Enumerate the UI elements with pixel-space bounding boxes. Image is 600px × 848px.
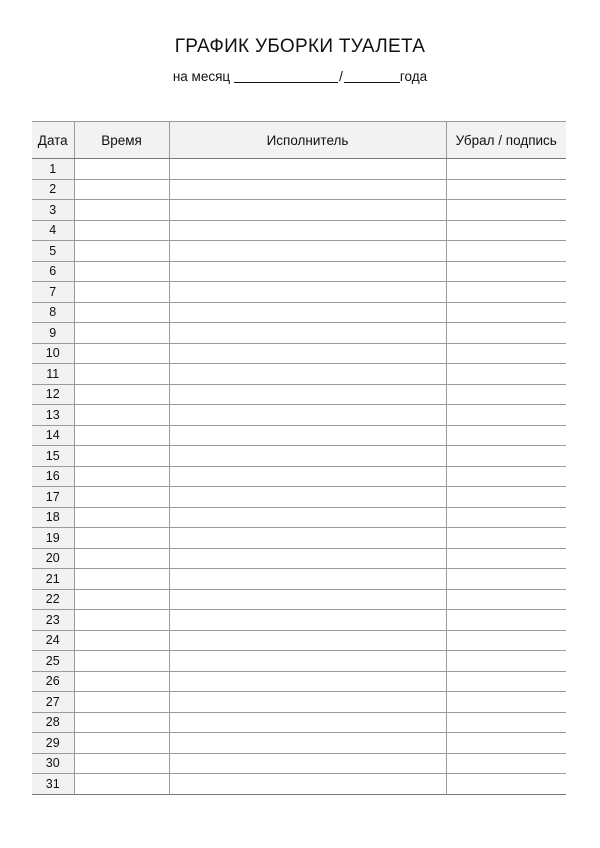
time-cell[interactable]: [74, 569, 169, 590]
signature-cell[interactable]: [446, 774, 566, 795]
month-blank-line: [234, 70, 338, 83]
month-year-line: [0, 69, 600, 84]
day-number-cell: 19: [32, 528, 74, 549]
time-cell[interactable]: [74, 302, 169, 323]
day-number-cell: 16: [32, 466, 74, 487]
time-cell[interactable]: [74, 364, 169, 385]
performer-cell[interactable]: [169, 282, 446, 303]
signature-cell[interactable]: [446, 651, 566, 672]
time-cell[interactable]: [74, 712, 169, 733]
performer-cell[interactable]: [169, 712, 446, 733]
time-cell[interactable]: [74, 630, 169, 651]
signature-cell[interactable]: [446, 692, 566, 713]
time-cell[interactable]: [74, 425, 169, 446]
performer-cell[interactable]: [169, 733, 446, 754]
signature-cell[interactable]: [446, 282, 566, 303]
performer-cell[interactable]: [169, 651, 446, 672]
day-number-cell: 9: [32, 323, 74, 344]
table-row: [32, 179, 566, 200]
year-blank-line: [344, 70, 400, 83]
time-cell[interactable]: [74, 589, 169, 610]
table-row: [32, 712, 566, 733]
time-cell[interactable]: [74, 610, 169, 631]
table-row: [32, 323, 566, 344]
time-cell[interactable]: [74, 200, 169, 221]
day-number-cell: 27: [32, 692, 74, 713]
table-row: [32, 261, 566, 282]
signature-cell[interactable]: [446, 589, 566, 610]
signature-cell[interactable]: [446, 569, 566, 590]
signature-cell[interactable]: [446, 446, 566, 467]
performer-cell[interactable]: [169, 343, 446, 364]
day-number-cell: 12: [32, 384, 74, 405]
time-cell[interactable]: [74, 261, 169, 282]
time-cell[interactable]: [74, 774, 169, 795]
time-cell[interactable]: [74, 753, 169, 774]
year-suffix: года: [399, 69, 428, 84]
performer-cell[interactable]: [169, 405, 446, 426]
table-row: [32, 302, 566, 323]
time-cell[interactable]: [74, 282, 169, 303]
signature-cell[interactable]: [446, 466, 566, 487]
table-row: [32, 405, 566, 426]
table-row: [32, 692, 566, 713]
table-row: [32, 733, 566, 754]
signature-cell[interactable]: [446, 630, 566, 651]
signature-cell[interactable]: [446, 179, 566, 200]
performer-cell[interactable]: [169, 671, 446, 692]
table-row: [32, 671, 566, 692]
table-row: [32, 630, 566, 651]
performer-cell[interactable]: [169, 425, 446, 446]
day-number-cell: 20: [32, 548, 74, 569]
day-number-cell: 10: [32, 343, 74, 364]
header-date: Дата: [32, 122, 74, 159]
time-cell[interactable]: [74, 323, 169, 344]
time-cell[interactable]: [74, 651, 169, 672]
performer-cell[interactable]: [169, 446, 446, 467]
signature-cell[interactable]: [446, 671, 566, 692]
table-row: [32, 241, 566, 262]
table-row: [32, 159, 566, 180]
table-row: [32, 425, 566, 446]
signature-cell[interactable]: [446, 405, 566, 426]
day-number-cell: 15: [32, 446, 74, 467]
table-row: [32, 487, 566, 508]
performer-cell[interactable]: [169, 200, 446, 221]
day-number-cell: 28: [32, 712, 74, 733]
cleaning-schedule-table: [32, 121, 566, 795]
signature-cell[interactable]: [446, 364, 566, 385]
performer-cell[interactable]: [169, 302, 446, 323]
day-number-cell: 7: [32, 282, 74, 303]
time-cell[interactable]: [74, 487, 169, 508]
signature-cell[interactable]: [446, 610, 566, 631]
performer-cell[interactable]: [169, 487, 446, 508]
time-cell[interactable]: [74, 671, 169, 692]
header-performer: Исполнитель: [169, 122, 446, 159]
day-number-cell: 26: [32, 671, 74, 692]
table-row: [32, 753, 566, 774]
signature-cell[interactable]: [446, 712, 566, 733]
table-row: [32, 282, 566, 303]
performer-cell[interactable]: [169, 569, 446, 590]
performer-cell[interactable]: [169, 220, 446, 241]
performer-cell[interactable]: [169, 528, 446, 549]
table-body: [32, 159, 566, 795]
table-row: [32, 774, 566, 795]
time-cell[interactable]: [74, 220, 169, 241]
performer-cell[interactable]: [169, 466, 446, 487]
day-number-cell: 4: [32, 220, 74, 241]
signature-cell[interactable]: [446, 753, 566, 774]
day-number-cell: 22: [32, 589, 74, 610]
time-cell[interactable]: [74, 548, 169, 569]
table-row: [32, 466, 566, 487]
table-row: [32, 200, 566, 221]
time-cell[interactable]: [74, 405, 169, 426]
performer-cell[interactable]: [169, 241, 446, 262]
day-number-cell: 14: [32, 425, 74, 446]
performer-cell[interactable]: [169, 548, 446, 569]
day-number-cell: 24: [32, 630, 74, 651]
table-row: [32, 548, 566, 569]
signature-cell[interactable]: [446, 548, 566, 569]
performer-cell[interactable]: [169, 753, 446, 774]
document-title: ГРАФИК УБОРКИ ТУАЛЕТА: [174, 36, 426, 57]
time-cell[interactable]: [74, 446, 169, 467]
table-header-row: [32, 122, 566, 159]
signature-cell[interactable]: [446, 200, 566, 221]
performer-cell[interactable]: [169, 774, 446, 795]
month-year-separator: /: [339, 69, 343, 84]
performer-cell[interactable]: [169, 364, 446, 385]
performer-cell[interactable]: [169, 610, 446, 631]
signature-cell[interactable]: [446, 507, 566, 528]
signature-cell[interactable]: [446, 220, 566, 241]
header-time: Время: [74, 122, 169, 159]
table-row: [32, 343, 566, 364]
signature-cell[interactable]: [446, 425, 566, 446]
performer-cell[interactable]: [169, 323, 446, 344]
time-cell[interactable]: [74, 343, 169, 364]
signature-cell[interactable]: [446, 733, 566, 754]
signature-cell[interactable]: [446, 323, 566, 344]
signature-cell[interactable]: [446, 159, 566, 180]
signature-cell[interactable]: [446, 384, 566, 405]
time-cell[interactable]: [74, 528, 169, 549]
day-number-cell: 11: [32, 364, 74, 385]
time-cell[interactable]: [74, 733, 169, 754]
performer-cell[interactable]: [169, 179, 446, 200]
signature-cell[interactable]: [446, 302, 566, 323]
month-prefix: на месяц: [172, 69, 231, 84]
performer-cell[interactable]: [169, 692, 446, 713]
signature-cell[interactable]: [446, 241, 566, 262]
day-number-cell: 6: [32, 261, 74, 282]
signature-cell[interactable]: [446, 343, 566, 364]
performer-cell[interactable]: [169, 384, 446, 405]
day-number-cell: 3: [32, 200, 74, 221]
day-number-cell: 5: [32, 241, 74, 262]
performer-cell[interactable]: [169, 589, 446, 610]
day-number-cell: 17: [32, 487, 74, 508]
table-row: [32, 569, 566, 590]
performer-cell[interactable]: [169, 261, 446, 282]
day-number-cell: 1: [32, 159, 74, 180]
day-number-cell: 25: [32, 651, 74, 672]
day-number-cell: 23: [32, 610, 74, 631]
day-number-cell: 30: [32, 753, 74, 774]
signature-cell[interactable]: [446, 528, 566, 549]
time-cell[interactable]: [74, 384, 169, 405]
table-row: [32, 589, 566, 610]
performer-cell[interactable]: [169, 159, 446, 180]
day-number-cell: 13: [32, 405, 74, 426]
day-number-cell: 8: [32, 302, 74, 323]
table-row: [32, 507, 566, 528]
table-row: [32, 651, 566, 672]
time-cell[interactable]: [74, 179, 169, 200]
time-cell[interactable]: [74, 241, 169, 262]
day-number-cell: 21: [32, 569, 74, 590]
table-row: [32, 610, 566, 631]
time-cell[interactable]: [74, 692, 169, 713]
signature-cell[interactable]: [446, 487, 566, 508]
table-row: [32, 528, 566, 549]
performer-cell[interactable]: [169, 630, 446, 651]
table-row: [32, 446, 566, 467]
time-cell[interactable]: [74, 466, 169, 487]
day-number-cell: 18: [32, 507, 74, 528]
performer-cell[interactable]: [169, 507, 446, 528]
time-cell[interactable]: [74, 507, 169, 528]
day-number-cell: 31: [32, 774, 74, 795]
table-row: [32, 364, 566, 385]
day-number-cell: 29: [32, 733, 74, 754]
signature-cell[interactable]: [446, 261, 566, 282]
table-row: [32, 384, 566, 405]
table-row: [32, 220, 566, 241]
day-number-cell: 2: [32, 179, 74, 200]
header-signature: Убрал / подпись: [446, 122, 566, 159]
time-cell[interactable]: [74, 159, 169, 180]
